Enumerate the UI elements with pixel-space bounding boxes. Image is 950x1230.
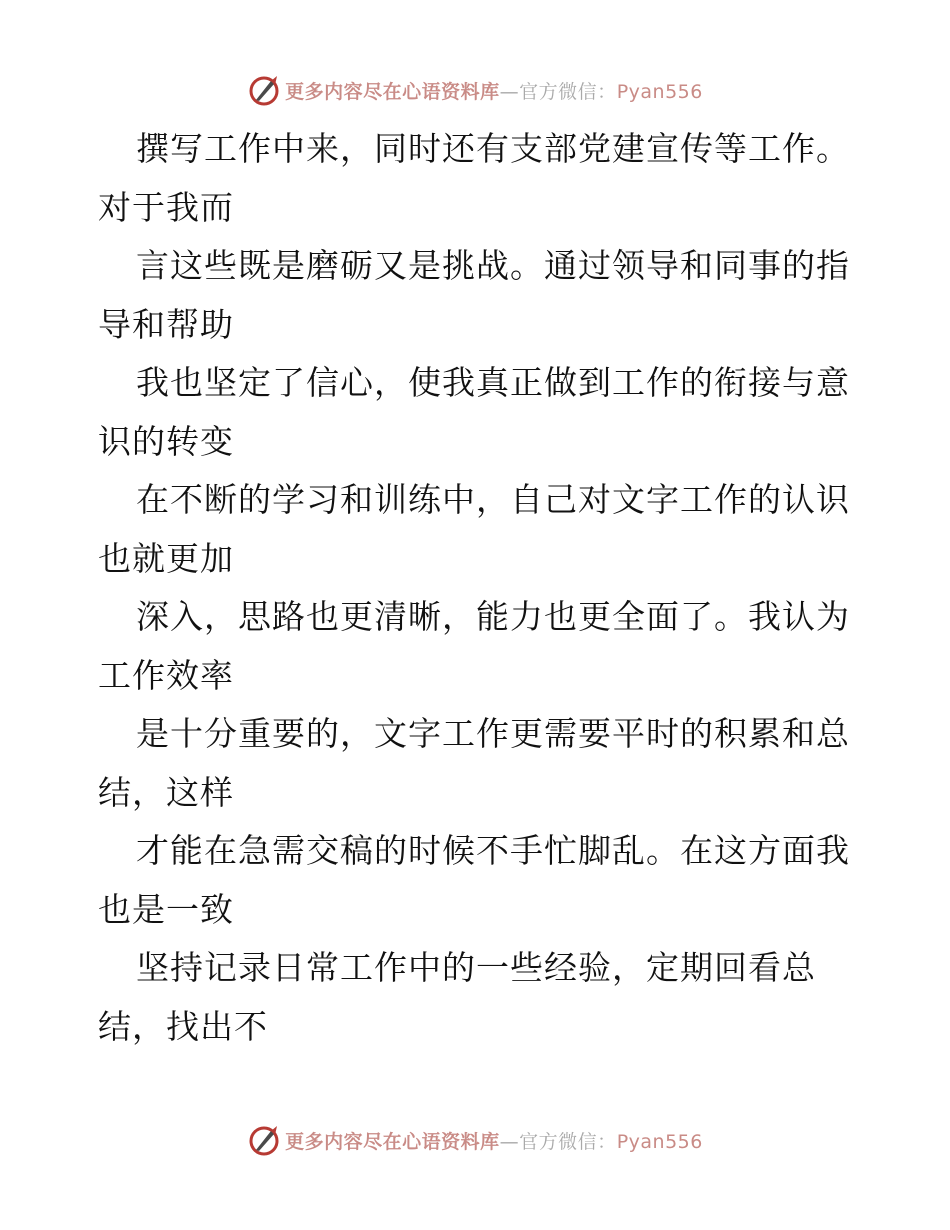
paragraph-5: 深入，思路也更清晰，能力也更全面了。我认为工作效率 [98,597,850,695]
document-body [98,120,858,1056]
watermark-site-name: 更多内容尽在心语资料库 [285,1130,500,1153]
quill-pen-circle-icon [247,1123,281,1157]
footer-watermark [0,1120,950,1160]
watermark-text [285,1127,703,1154]
watermark-wechat-label: —官方微信： [499,1130,617,1153]
paragraph-6: 是十分重要的，文字工作更需要平时的积累和总结，这样 [98,714,850,812]
paragraph-8: 坚持记录日常工作中的一些经验，定期回看总结，找出不 [98,948,816,1046]
watermark-wechat-id: Pyan556 [616,80,703,103]
paragraph-7: 才能在急需交稿的时候不手忙脚乱。在这方面我也是一致 [98,831,850,929]
watermark-site-name: 更多内容尽在心语资料库 [285,80,500,103]
quill-pen-circle-icon [247,73,281,107]
watermark-text [285,77,703,104]
paragraph-1: 撰写工作中来，同时还有支部党建宣传等工作。对于我而 [98,129,850,227]
watermark-wechat-label: —官方微信： [499,80,617,103]
paragraph-4: 在不断的学习和训练中，自己对文字工作的认识也就更加 [98,480,850,578]
paragraph-2: 言这些既是磨砺又是挑战。通过领导和同事的指导和帮助 [98,246,850,344]
watermark-wechat-id: Pyan556 [616,1130,703,1153]
paragraph-3: 我也坚定了信心，使我真正做到工作的衔接与意识的转变 [98,363,850,461]
header-watermark [0,70,950,110]
